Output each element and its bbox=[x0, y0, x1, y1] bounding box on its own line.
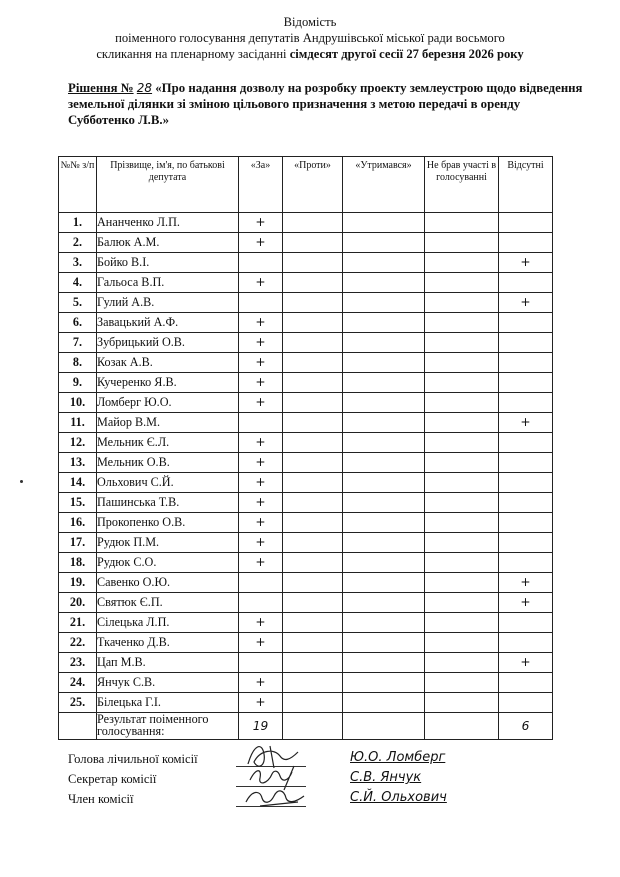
vote-against bbox=[283, 253, 343, 273]
vote-abstained bbox=[343, 533, 425, 553]
row-number: 22. bbox=[59, 633, 97, 653]
col-header-not-voted: Не брав участі в голосуванні bbox=[425, 157, 499, 213]
vote-abstained bbox=[343, 213, 425, 233]
col-header-abstained: «Утримався» bbox=[343, 157, 425, 213]
vote-not-voted bbox=[425, 333, 499, 353]
header-subtitle: поіменного голосування депутатів Андрушівської міської ради восьмого bbox=[115, 31, 505, 45]
vote-for: + bbox=[239, 273, 283, 293]
vote-absent bbox=[499, 313, 553, 333]
vote-not-voted bbox=[425, 293, 499, 313]
vote-absent bbox=[499, 353, 553, 373]
vote-for: + bbox=[239, 333, 283, 353]
vote-abstained bbox=[343, 393, 425, 413]
vote-abstained bbox=[343, 373, 425, 393]
row-number: 24. bbox=[59, 673, 97, 693]
vote-for: + bbox=[239, 393, 283, 413]
vote-absent bbox=[499, 453, 553, 473]
vote-for: + bbox=[239, 633, 283, 653]
vote-absent: + bbox=[499, 593, 553, 613]
vote-for bbox=[239, 413, 283, 433]
vote-absent bbox=[499, 213, 553, 233]
deputy-name: Прокопенко О.В. bbox=[97, 513, 239, 533]
result-abstained-count bbox=[343, 713, 425, 740]
vote-not-voted bbox=[425, 373, 499, 393]
row-number: 19. bbox=[59, 573, 97, 593]
vote-absent bbox=[499, 473, 553, 493]
signature-name: С.Й. Ольхович bbox=[350, 790, 447, 805]
vote-abstained bbox=[343, 413, 425, 433]
vote-for: + bbox=[239, 613, 283, 633]
voting-table bbox=[58, 156, 553, 740]
vote-abstained bbox=[343, 673, 425, 693]
vote-against bbox=[283, 693, 343, 713]
vote-absent: + bbox=[499, 653, 553, 673]
vote-for: + bbox=[239, 693, 283, 713]
vote-not-voted bbox=[425, 353, 499, 373]
vote-not-voted bbox=[425, 433, 499, 453]
deputy-name: Майор В.М. bbox=[97, 413, 239, 433]
vote-for: + bbox=[239, 533, 283, 553]
table-row bbox=[59, 593, 553, 613]
header-title: Відомість bbox=[283, 15, 337, 29]
vote-not-voted bbox=[425, 573, 499, 593]
table-row bbox=[59, 633, 553, 653]
col-header-number: №№ з/п bbox=[59, 157, 97, 213]
deputy-name: Білецька Г.І. bbox=[97, 693, 239, 713]
vote-absent bbox=[499, 553, 553, 573]
vote-absent: + bbox=[499, 253, 553, 273]
vote-for bbox=[239, 593, 283, 613]
vote-for: + bbox=[239, 373, 283, 393]
vote-absent bbox=[499, 613, 553, 633]
deputy-name: Кучеренко Я.В. bbox=[97, 373, 239, 393]
row-number: 2. bbox=[59, 233, 97, 253]
row-number: 13. bbox=[59, 453, 97, 473]
vote-not-voted bbox=[425, 653, 499, 673]
table-row bbox=[59, 233, 553, 253]
table-row bbox=[59, 553, 553, 573]
vote-absent: + bbox=[499, 293, 553, 313]
vote-for bbox=[239, 293, 283, 313]
vote-against bbox=[283, 633, 343, 653]
table-row bbox=[59, 693, 553, 713]
vote-abstained bbox=[343, 293, 425, 313]
result-empty-cell bbox=[59, 713, 97, 740]
vote-not-voted bbox=[425, 673, 499, 693]
row-number: 3. bbox=[59, 253, 97, 273]
vote-for: + bbox=[239, 233, 283, 253]
vote-absent bbox=[499, 433, 553, 453]
vote-abstained bbox=[343, 593, 425, 613]
row-number: 1. bbox=[59, 213, 97, 233]
row-number: 7. bbox=[59, 333, 97, 353]
header-session-date: сімдесят другої сесії 27 березня 2026 року bbox=[289, 47, 524, 61]
table-row bbox=[59, 673, 553, 693]
deputy-name: Гальоса В.П. bbox=[97, 273, 239, 293]
table-row bbox=[59, 653, 553, 673]
decision-label: Рішення № bbox=[68, 81, 134, 95]
vote-against bbox=[283, 613, 343, 633]
vote-not-voted bbox=[425, 553, 499, 573]
vote-for: + bbox=[239, 513, 283, 533]
vote-abstained bbox=[343, 433, 425, 453]
table-row bbox=[59, 513, 553, 533]
stray-dot bbox=[20, 480, 23, 483]
result-row bbox=[59, 713, 553, 740]
vote-abstained bbox=[343, 453, 425, 473]
deputy-name: Ананченко Л.П. bbox=[97, 213, 239, 233]
deputy-name: Пашинська Т.В. bbox=[97, 493, 239, 513]
document-header bbox=[0, 14, 620, 62]
vote-for bbox=[239, 653, 283, 673]
row-number: 9. bbox=[59, 373, 97, 393]
deputy-name: Савенко О.Ю. bbox=[97, 573, 239, 593]
vote-not-voted bbox=[425, 393, 499, 413]
vote-for: + bbox=[239, 213, 283, 233]
vote-against bbox=[283, 393, 343, 413]
vote-not-voted bbox=[425, 473, 499, 493]
vote-abstained bbox=[343, 693, 425, 713]
signature-row-chair bbox=[68, 752, 568, 770]
table-row bbox=[59, 393, 553, 413]
vote-abstained bbox=[343, 333, 425, 353]
deputy-name: Мельник О.В. bbox=[97, 453, 239, 473]
deputy-name: Цап М.В. bbox=[97, 653, 239, 673]
vote-for: + bbox=[239, 473, 283, 493]
table-row bbox=[59, 413, 553, 433]
vote-not-voted bbox=[425, 693, 499, 713]
vote-against bbox=[283, 293, 343, 313]
vote-not-voted bbox=[425, 513, 499, 533]
row-number: 10. bbox=[59, 393, 97, 413]
vote-abstained bbox=[343, 233, 425, 253]
vote-against bbox=[283, 373, 343, 393]
vote-absent bbox=[499, 693, 553, 713]
handwritten-signature-icon bbox=[240, 780, 310, 812]
row-number: 17. bbox=[59, 533, 97, 553]
row-number: 8. bbox=[59, 353, 97, 373]
table-row bbox=[59, 613, 553, 633]
signature-role: Секретар комісії bbox=[68, 772, 157, 786]
vote-against bbox=[283, 453, 343, 473]
deputy-name: Рудюк П.М. bbox=[97, 533, 239, 553]
vote-not-voted bbox=[425, 253, 499, 273]
deputy-name: Ткаченко Д.В. bbox=[97, 633, 239, 653]
vote-not-voted bbox=[425, 273, 499, 293]
decision-number: 28 bbox=[136, 81, 153, 95]
decision-text: «Про надання дозволу на розробку проекту землеустрою щодо відведення земельної ділянки зі зміною цільового призначення з метою передачі в оренду Субботенко Л.В.» bbox=[68, 81, 583, 127]
table-header-row bbox=[59, 157, 553, 213]
vote-not-voted bbox=[425, 493, 499, 513]
vote-against bbox=[283, 473, 343, 493]
vote-for: + bbox=[239, 673, 283, 693]
vote-absent bbox=[499, 633, 553, 653]
row-number: 16. bbox=[59, 513, 97, 533]
deputy-name: Балюк А.М. bbox=[97, 233, 239, 253]
vote-not-voted bbox=[425, 453, 499, 473]
vote-against bbox=[283, 353, 343, 373]
vote-abstained bbox=[343, 493, 425, 513]
vote-for bbox=[239, 573, 283, 593]
table-row bbox=[59, 213, 553, 233]
vote-not-voted bbox=[425, 613, 499, 633]
table-row bbox=[59, 433, 553, 453]
vote-against bbox=[283, 413, 343, 433]
col-header-absent: Відсутні bbox=[499, 157, 553, 213]
table-row bbox=[59, 353, 553, 373]
vote-abstained bbox=[343, 553, 425, 573]
deputy-name: Гулий А.В. bbox=[97, 293, 239, 313]
vote-not-voted bbox=[425, 213, 499, 233]
vote-abstained bbox=[343, 473, 425, 493]
vote-against bbox=[283, 553, 343, 573]
deputy-name: Козак А.В. bbox=[97, 353, 239, 373]
table-row bbox=[59, 273, 553, 293]
vote-not-voted bbox=[425, 593, 499, 613]
table-row bbox=[59, 493, 553, 513]
row-number: 4. bbox=[59, 273, 97, 293]
result-label: Результат поіменного голосування: bbox=[97, 713, 239, 740]
result-for-count: 19 bbox=[239, 713, 283, 740]
voting-table-body bbox=[59, 213, 553, 713]
header-session-line bbox=[0, 46, 620, 62]
row-number: 21. bbox=[59, 613, 97, 633]
vote-absent bbox=[499, 533, 553, 553]
vote-absent: + bbox=[499, 413, 553, 433]
vote-for: + bbox=[239, 493, 283, 513]
vote-absent bbox=[499, 273, 553, 293]
vote-not-voted bbox=[425, 233, 499, 253]
row-number: 11. bbox=[59, 413, 97, 433]
vote-abstained bbox=[343, 253, 425, 273]
vote-against bbox=[283, 593, 343, 613]
result-absent-count: 6 bbox=[499, 713, 553, 740]
deputy-name: Ольхович С.Й. bbox=[97, 473, 239, 493]
vote-against bbox=[283, 493, 343, 513]
signature-role: Член комісії bbox=[68, 792, 134, 806]
vote-against bbox=[283, 513, 343, 533]
vote-abstained bbox=[343, 653, 425, 673]
col-header-name: Прізвище, ім'я, по батькові депутата bbox=[97, 157, 239, 213]
vote-abstained bbox=[343, 313, 425, 333]
header-session-prefix: скликання на пленарному засіданні bbox=[96, 47, 290, 61]
deputy-name: Рудюк С.О. bbox=[97, 553, 239, 573]
result-against-count bbox=[283, 713, 343, 740]
deputy-name: Янчук С.В. bbox=[97, 673, 239, 693]
row-number: 14. bbox=[59, 473, 97, 493]
signature-row-member bbox=[68, 792, 568, 810]
deputy-name: Зубрицький О.В. bbox=[97, 333, 239, 353]
vote-for: + bbox=[239, 453, 283, 473]
vote-absent bbox=[499, 513, 553, 533]
result-not-voted-count bbox=[425, 713, 499, 740]
row-number: 12. bbox=[59, 433, 97, 453]
table-row bbox=[59, 313, 553, 333]
vote-absent bbox=[499, 233, 553, 253]
row-number: 15. bbox=[59, 493, 97, 513]
table-row bbox=[59, 453, 553, 473]
vote-against bbox=[283, 313, 343, 333]
row-number: 23. bbox=[59, 653, 97, 673]
table-row bbox=[59, 253, 553, 273]
vote-against bbox=[283, 273, 343, 293]
table-row bbox=[59, 533, 553, 553]
vote-absent bbox=[499, 393, 553, 413]
table-row bbox=[59, 373, 553, 393]
vote-against bbox=[283, 433, 343, 453]
vote-against bbox=[283, 573, 343, 593]
vote-against bbox=[283, 533, 343, 553]
signature-row-secretary bbox=[68, 772, 568, 790]
vote-against bbox=[283, 653, 343, 673]
row-number: 6. bbox=[59, 313, 97, 333]
vote-abstained bbox=[343, 273, 425, 293]
col-header-against: «Проти» bbox=[283, 157, 343, 213]
deputy-name: Сілецька Л.П. bbox=[97, 613, 239, 633]
vote-not-voted bbox=[425, 313, 499, 333]
vote-for bbox=[239, 253, 283, 273]
vote-not-voted bbox=[425, 413, 499, 433]
vote-absent bbox=[499, 673, 553, 693]
vote-absent: + bbox=[499, 573, 553, 593]
deputy-name: Святюк Є.П. bbox=[97, 593, 239, 613]
vote-abstained bbox=[343, 513, 425, 533]
row-number: 25. bbox=[59, 693, 97, 713]
vote-for: + bbox=[239, 313, 283, 333]
vote-abstained bbox=[343, 633, 425, 653]
vote-abstained bbox=[343, 353, 425, 373]
vote-against bbox=[283, 333, 343, 353]
table-row bbox=[59, 473, 553, 493]
vote-not-voted bbox=[425, 533, 499, 553]
vote-absent bbox=[499, 373, 553, 393]
table-row bbox=[59, 333, 553, 353]
row-number: 20. bbox=[59, 593, 97, 613]
vote-against bbox=[283, 673, 343, 693]
vote-for: + bbox=[239, 353, 283, 373]
signature-name: Ю.О. Ломберг bbox=[350, 750, 446, 765]
table-row bbox=[59, 293, 553, 313]
vote-abstained bbox=[343, 613, 425, 633]
vote-against bbox=[283, 213, 343, 233]
row-number: 18. bbox=[59, 553, 97, 573]
signature-name: С.В. Янчук bbox=[350, 770, 422, 785]
vote-not-voted bbox=[425, 633, 499, 653]
decision-block bbox=[68, 80, 588, 128]
vote-against bbox=[283, 233, 343, 253]
deputy-name: Бойко В.І. bbox=[97, 253, 239, 273]
col-header-for: «За» bbox=[239, 157, 283, 213]
vote-for: + bbox=[239, 553, 283, 573]
signature-role: Голова лічильної комісії bbox=[68, 752, 198, 766]
vote-abstained bbox=[343, 573, 425, 593]
row-number: 5. bbox=[59, 293, 97, 313]
deputy-name: Мельник Є.Л. bbox=[97, 433, 239, 453]
deputy-name: Ломберг Ю.О. bbox=[97, 393, 239, 413]
vote-absent bbox=[499, 493, 553, 513]
vote-for: + bbox=[239, 433, 283, 453]
table-row bbox=[59, 573, 553, 593]
deputy-name: Завацький А.Ф. bbox=[97, 313, 239, 333]
vote-absent bbox=[499, 333, 553, 353]
